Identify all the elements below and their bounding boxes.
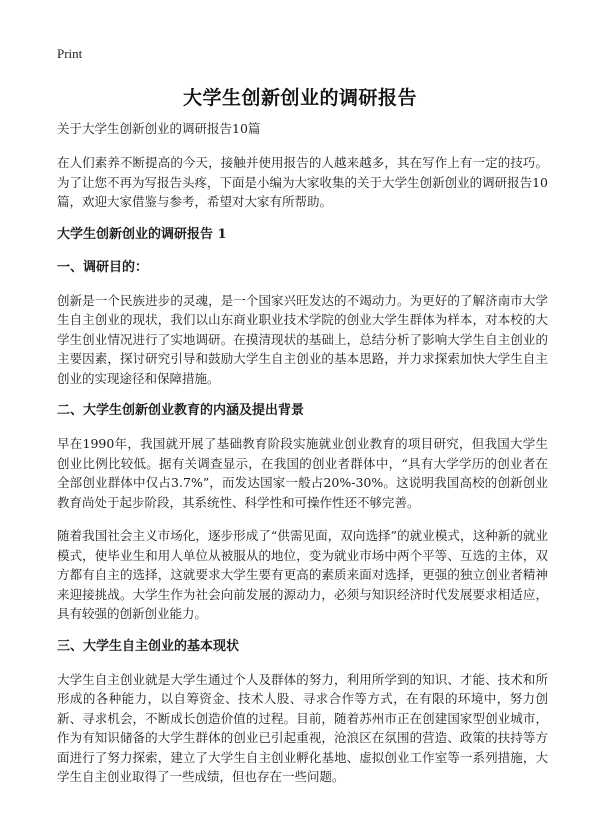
page-title: 大学生创新创业的调研报告	[182, 87, 417, 109]
section-heading-status: 三、大学生自主创业的基本现状	[57, 638, 240, 654]
section-paragraph: 随着我国社会主义市场化，逐步形成了“供需见面，双向选择”的就业模式，这种新的就业模式，使毕业生和用人单位从被服从的地位，变为就业市场中两个平等、互选的主体，双方都有自主的选择，这就要求大学生要有更高的素质来面对选择，更强的独立创业者精神来迎接挑战。大学生作为社会向前发展的源动力，必须与知识经济时代发展要求相适应，具有较强的创新创业能力。	[57, 528, 548, 621]
report-title: 大学生创新创业的调研报告 1	[57, 226, 227, 242]
section-paragraph: 大学生自主创业就是大学生通过个人及群体的努力，利用所学到的知识、才能、技术和所形成的各种能力，以自筹资金、技术人股、寻求合作等方式，在有限的环境中，努力创新、寻求机会，不断成长创造价值的过程。目前，随着苏州市正在创建国家型创业城市，作为有知识储备的大学生群体的创业已引起重视，沧浪区在氛围的营造、政策的扶持等方面进行了努力探索，建立了大学生自主创业孵化基地、虚拟创业工作室等一系列措施，大学生自主创业取得了一些成绩，但也存在一些问题。	[57, 671, 548, 784]
section-paragraph: 创新是一个民族进步的灵魂，是一个国家兴旺发达的不竭动力。为更好的了解济南市大学生自主创业的现状，我们以山东商业职业技术学院的创业大学生群体为样本，对本校的大学生创业情况进行了实地调研。在摸清现状的基础上，总结分析了影响大学生自主创业的主要因素，探讨研究引导和鼓励大学生自主创业的基本思路，并力求探索加快大学生自主创业的实现途径和保障措施。	[57, 292, 548, 386]
document-body	[57, 120, 548, 801]
section-heading-background: 二、大学生创新创业教育的内涵及提出背景	[57, 403, 305, 418]
print-link[interactable]: Print	[57, 46, 83, 61]
document-subtitle: 关于大学生创新创业的调研报告10篇	[57, 121, 261, 136]
section-heading-purpose: 一、调研目的：	[57, 259, 149, 275]
intro-paragraph: 在人们素养不断提高的今天，接触并使用报告的人越来越多，其在写作上有一定的技巧。为了让您不再为写报告头疼，下面是小编为大家收集的关于大学生创新创业的调研报告10篇，欢迎大家借鉴与参考，希望对大家有所帮助。	[57, 155, 548, 209]
section-paragraph: 早在1990年，我国就开展了基础教育阶段实施就业创业教育的项目研究，但我国大学生创业比例比较低。据有关调查显示，在我国的创业者群体中，“具有大学学历的创业者在全部创业群体中仅占3.7%”，而发达国家一般占20%-30%。这说明我国高校的创新创业教育尚处于起步阶段，其系统性、科学性和可操作性还不够完善。	[57, 436, 548, 510]
